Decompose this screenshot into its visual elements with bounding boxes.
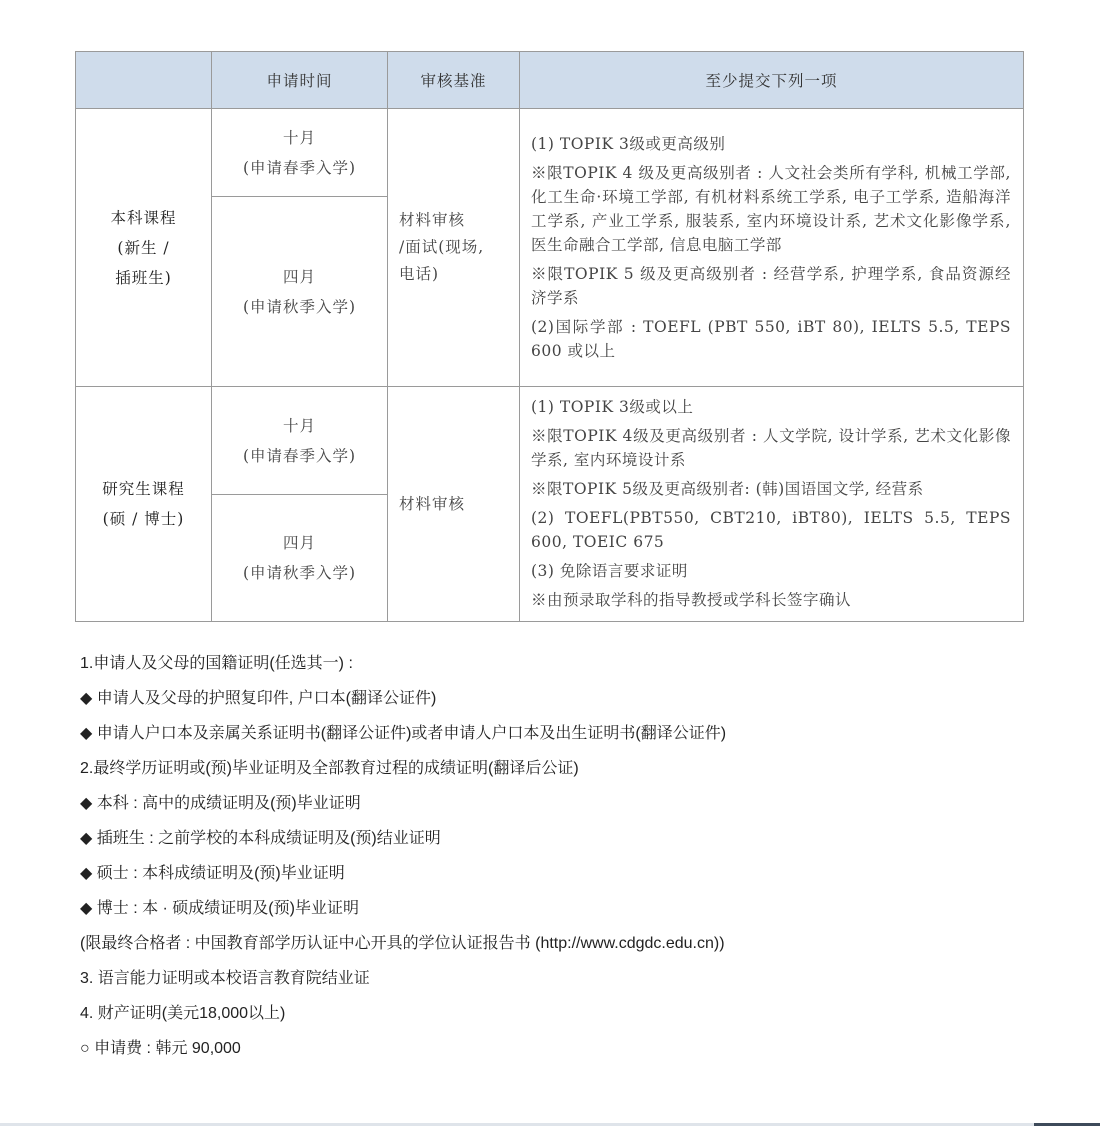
time-cell [212, 495, 388, 622]
note-line: ◆ 插班生 : 之前学校的本科成绩证明及(预)结业证明 [80, 830, 441, 847]
header-cell-program [76, 52, 212, 109]
program-label: 本科课程 [110, 208, 177, 227]
note-line: ◆ 申请人及父母的护照复印件, 户口本(翻译公证件) [80, 690, 437, 707]
note-line: 2.最终学历证明或(预)毕业证明及全部教育过程的成绩证明(翻译后公证) [80, 760, 579, 777]
time-cell [212, 197, 388, 387]
note-line: (限最终合格者 : 中国教育部学历认证中心开具的学位认证报告书 (http://www.cdgdc.edu.cn)) [80, 935, 725, 952]
time-month: 十月 [282, 416, 316, 435]
requirement-item: (2) TOEFL(PBT550, CBT210, iBT80), IELTS 5.5, TEPS 600, TOEIC 675 [531, 509, 1011, 551]
note-line: ◆ 硕士 : 本科成绩证明及(预)毕业证明 [80, 865, 345, 882]
requirements-table [75, 51, 1024, 622]
time-month: 十月 [282, 128, 316, 147]
note-line: 4. 财产证明(美元18,000以上) [80, 1005, 286, 1022]
program-label: 研究生课程 [102, 480, 185, 498]
requirement-item: (1) TOPIK 3级或更高级别 [531, 134, 726, 153]
program-label: (硕 / 博士) [102, 510, 185, 528]
time-month: 四月 [282, 534, 316, 553]
header-cell-time: 申请时间 [212, 52, 388, 109]
program-cell-undergraduate [76, 109, 212, 387]
time-cell [212, 109, 388, 197]
time-term: (申请春季入学) [242, 158, 357, 177]
time-term: (申请秋季入学) [242, 564, 357, 583]
time-term: (申请秋季入学) [242, 297, 357, 316]
requirement-item: ※限TOPIK 4 级及更高级别者 : 人文社会类所有学科, 机械工学部, 化工生命·环境工学部, 有机材料系统工学系, 电子工学系, 造船海洋工学系, 产业工学系, 服装系, 室内环境设计系, 艺术文化影像学系, 医生命融合工学部, 信息电脑工学部 [531, 163, 1011, 254]
requirement-item: ※由预录取学科的指导教授或学科长签字确认 [531, 591, 852, 609]
time-month: 四月 [282, 267, 316, 286]
table-row [76, 387, 1024, 495]
program-label: 插班生) [115, 268, 172, 287]
criteria-cell [388, 109, 520, 387]
requirements-cell [520, 387, 1024, 622]
table-row [76, 109, 1024, 197]
program-label: (新生 / [117, 238, 170, 257]
note-line: ◆ 申请人户口本及亲属关系证明书(翻译公证件)或者申请人户口本及出生证明书(翻译公证件) [80, 725, 727, 742]
program-cell-graduate [76, 387, 212, 622]
header-cell-requirements: 至少提交下列一项 [520, 52, 1024, 109]
document-notes [80, 646, 1040, 1066]
requirement-item: (2)国际学部 : TOEFL (PBT 550, iBT 80), IELTS 5.5, TEPS 600 或以上 [531, 317, 1011, 360]
note-line: ◆ 博士 : 本 · 硕成绩证明及(预)毕业证明 [80, 900, 359, 917]
note-line: ◆ 本科 : 高中的成绩证明及(预)毕业证明 [80, 795, 361, 812]
time-term: (申请春季入学) [242, 446, 357, 465]
criteria-text: 电话) [399, 265, 440, 283]
requirements-cell [520, 109, 1024, 387]
requirement-item: ※限TOPIK 4级及更高级别者 : 人文学院, 设计学系, 艺术文化影像学系, 室内环境设计系 [531, 427, 1011, 469]
table-header-row [76, 52, 1024, 109]
requirement-item: (1) TOPIK 3级或以上 [531, 398, 694, 416]
requirement-item: (3) 免除语言要求证明 [531, 562, 688, 580]
criteria-text: 材料审核 [399, 494, 466, 513]
note-line: 3. 语言能力证明或本校语言教育院结业证 [80, 970, 370, 987]
time-cell [212, 387, 388, 495]
note-line: ○ 申请费 : 韩元 90,000 [80, 1040, 241, 1057]
criteria-cell [388, 387, 520, 622]
criteria-text: 材料审核 [399, 211, 466, 229]
note-line: 1.申请人及父母的国籍证明(任选其一) : [80, 655, 353, 672]
requirement-item: ※限TOPIK 5级及更高级别者: (韩)国语国文学, 经营系 [531, 480, 924, 498]
header-cell-criteria: 审核基准 [388, 52, 520, 109]
requirement-item: ※限TOPIK 5 级及更高级别者 : 经营学系, 护理学系, 食品资源经济学系 [531, 264, 1011, 307]
criteria-text: /面试(现场, [399, 238, 485, 256]
